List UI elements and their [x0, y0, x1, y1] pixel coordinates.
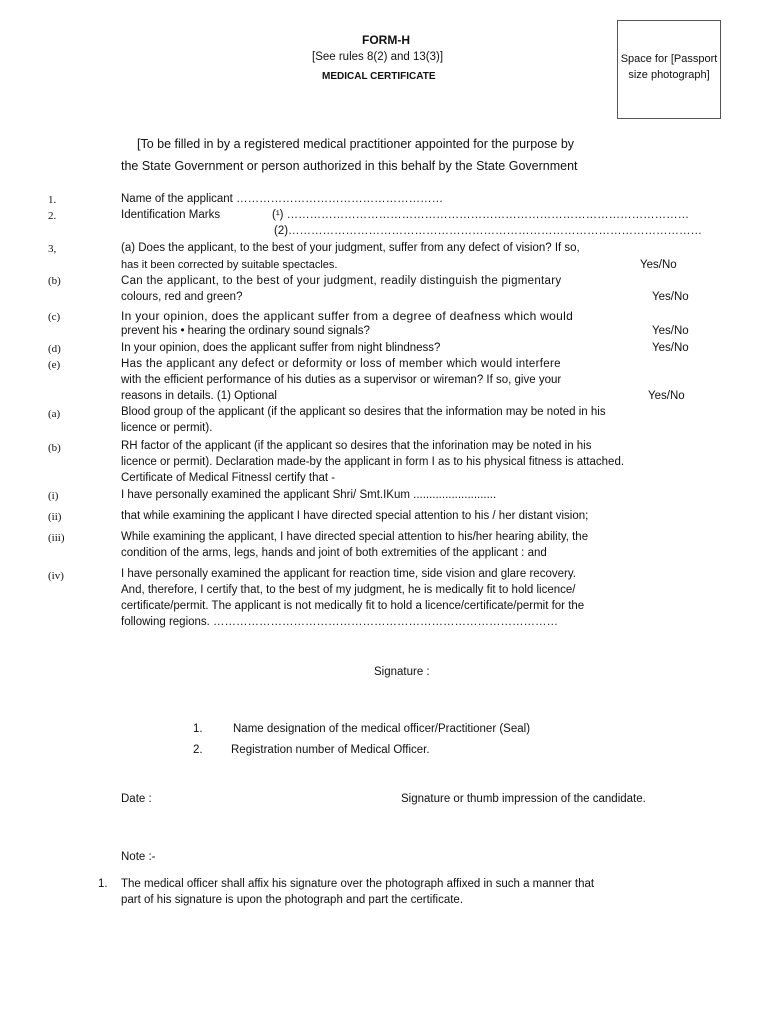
certify-distant-vision: that while examining the applicant I have directed special attention to his / her distant vision;	[121, 510, 589, 522]
photograph-placeholder	[617, 20, 721, 119]
item-number: (b)	[48, 275, 61, 287]
note-line2: part of his signature is upon the photograph and part the certificate.	[121, 894, 464, 906]
identification-mark-1-field: (¹) ……………………………………………………………………………………………	[272, 209, 690, 221]
signature-item-number: 1.	[193, 723, 203, 735]
intro-line1: [To be filled in by a registered medical practitioner appointed for the purpose by	[137, 137, 575, 151]
certify-reaction-line3: certificate/permit. The applicant is not medically fit to hold a licence/certificate/permit for the	[121, 600, 585, 612]
question-deformity: Has the applicant any defect or deformity or loss of member which would interfere	[121, 358, 561, 370]
rh-factor-line2: licence or permit). Declaration made-by the applicant in form I as to his physical fitness is attached.	[121, 456, 625, 468]
item-number: (a)	[48, 408, 61, 420]
question-deafness: In your opinion, does the applicant suffer from a degree of deafness which would	[121, 309, 574, 323]
blood-group-line2: licence or permit).	[121, 422, 213, 434]
question-deafness-line2: prevent his • hearing the ordinary sound signals?	[121, 325, 370, 337]
certify-reaction-line2: And, therefore, I certify that, to the best of my judgment, he is medically fit to hold licence/	[121, 584, 576, 596]
medical-officer-name-field: Name designation of the medical officer/Practitioner (Seal)	[233, 723, 531, 735]
signature-item-number: 2.	[193, 744, 203, 756]
certify-examined: I have personally examined the applicant Shri/ Smt.IKum ..........................	[121, 489, 497, 501]
blood-group-line1: Blood group of the applicant (if the applicant so desires that the information may be noted in his	[121, 406, 606, 418]
question-colour: Can the applicant, to the best of your judgment, readily distinguish the pigmentary	[121, 275, 562, 287]
applicant-name-field: Name of the applicant ………………………………………………	[121, 193, 444, 205]
answer-vision: Yes/No	[640, 259, 677, 271]
answer-night-blindness: Yes/No	[652, 342, 689, 354]
identification-marks-label: Identification Marks	[121, 209, 221, 221]
certify-reaction-line4: following regions. ………………………………………………………………………………	[121, 616, 559, 628]
item-number: (d)	[48, 343, 61, 355]
question-vision-line2: has it been corrected by suitable spectacles.	[121, 259, 338, 271]
note-line1: The medical officer shall affix his signature over the photograph affixed in such a manner that	[121, 878, 595, 890]
form-rules: [See rules 8(2) and 13(3)]	[312, 51, 444, 63]
certify-hearing-line2: condition of the arms, legs, hands and joint of both extremities of the applicant : and	[121, 547, 547, 559]
item-number: 3,	[48, 243, 57, 255]
identification-mark-2-field: (2)………………………………………………………………………………………………	[274, 225, 703, 237]
item-number: (b)	[48, 442, 61, 454]
date-field: Date :	[121, 793, 152, 805]
question-night-blindness: In your opinion, does the applicant suffer from night blindness?	[121, 342, 441, 354]
question-vision: (a) Does the applicant, to the best of your judgment, suffer from any defect of vision? If so,	[121, 242, 580, 254]
note-item-number: 1.	[98, 878, 108, 890]
item-number: (c)	[48, 311, 61, 323]
question-deformity-line3: reasons in details. (1) Optional	[121, 390, 277, 402]
registration-number-field: Registration number of Medical Officer.	[231, 744, 430, 756]
answer-deafness: Yes/No	[652, 325, 689, 337]
item-number: 1.	[48, 194, 57, 206]
certify-reaction-line1: I have personally examined the applicant for reaction time, side vision and glare recovery.	[121, 568, 576, 580]
photo-box-line2: size photograph]	[628, 69, 710, 81]
rh-factor-line1: RH factor of the applicant (if the applicant so desires that the inforination may be noted in his	[121, 440, 592, 452]
rh-factor-line3: Certificate of Medical FitnessI certify that -	[121, 472, 336, 484]
item-number: (ii)	[48, 511, 62, 523]
answer-colour: Yes/No	[652, 291, 689, 303]
certify-hearing-line1: While examining the applicant, I have directed special attention to his/her hearing ability, the	[121, 531, 589, 543]
item-number: 2.	[48, 210, 57, 222]
item-number: (iii)	[48, 532, 65, 544]
item-number: (e)	[48, 359, 61, 371]
form-title: FORM-H	[362, 33, 410, 47]
item-number: (i)	[48, 490, 59, 502]
note-label: Note :-	[121, 851, 156, 863]
signature-label: Signature :	[374, 666, 430, 678]
intro-line2: the State Government or person authorized in this behalf by the State Government	[121, 159, 578, 173]
answer-deformity: Yes/No	[648, 390, 685, 402]
photo-box-line1: Space for [Passport	[620, 53, 718, 65]
certificate-title: MEDICAL CERTIFICATE	[322, 71, 436, 82]
item-number: (iv)	[48, 570, 64, 582]
question-colour-line2: colours, red and green?	[121, 291, 243, 303]
candidate-signature-field: Signature or thumb impression of the candidate.	[401, 793, 646, 805]
question-deformity-line2: with the efficient performance of his duties as a supervisor or wireman? If so, give your	[121, 374, 562, 386]
